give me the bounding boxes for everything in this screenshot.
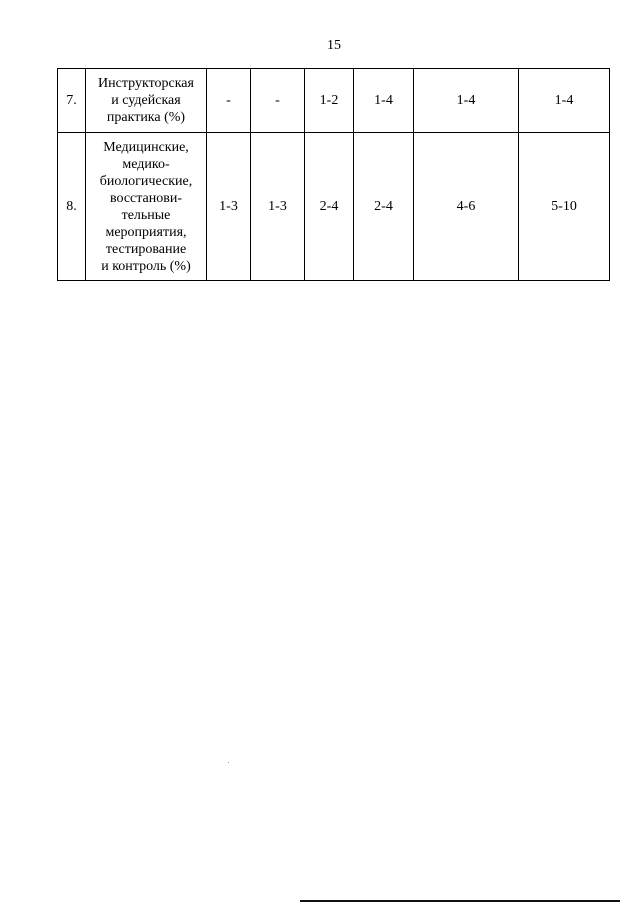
table-cell: 1-4 xyxy=(519,69,610,133)
row-number: 8. xyxy=(58,133,86,281)
training-norms-table xyxy=(57,68,610,281)
table-cell: - xyxy=(251,69,305,133)
row-name xyxy=(86,133,207,281)
row-name xyxy=(86,69,207,133)
row-name-text: Инструкторская и судейская практика (%) xyxy=(98,76,194,125)
table-cell: 1-4 xyxy=(414,69,519,133)
table-cell: 2-4 xyxy=(305,133,354,281)
table-cell: 1-3 xyxy=(251,133,305,281)
page-edge-line xyxy=(300,900,620,902)
table-row xyxy=(58,69,610,133)
table-cell: 5-10 xyxy=(519,133,610,281)
page-number: 15 xyxy=(327,38,341,53)
table-cell: 1-3 xyxy=(207,133,251,281)
table-cell: 4-6 xyxy=(414,133,519,281)
table-row xyxy=(58,133,610,281)
row-number: 7. xyxy=(58,69,86,133)
table-cell: 2-4 xyxy=(354,133,414,281)
table-cell: - xyxy=(207,69,251,133)
table-cell: 1-2 xyxy=(305,69,354,133)
row-name-text: Медицинские, медико- биологические, восстанови- тельные мероприятия, тестирование и контроль (%) xyxy=(99,139,193,274)
scan-speck xyxy=(228,762,229,763)
table-cell: 1-4 xyxy=(354,69,414,133)
